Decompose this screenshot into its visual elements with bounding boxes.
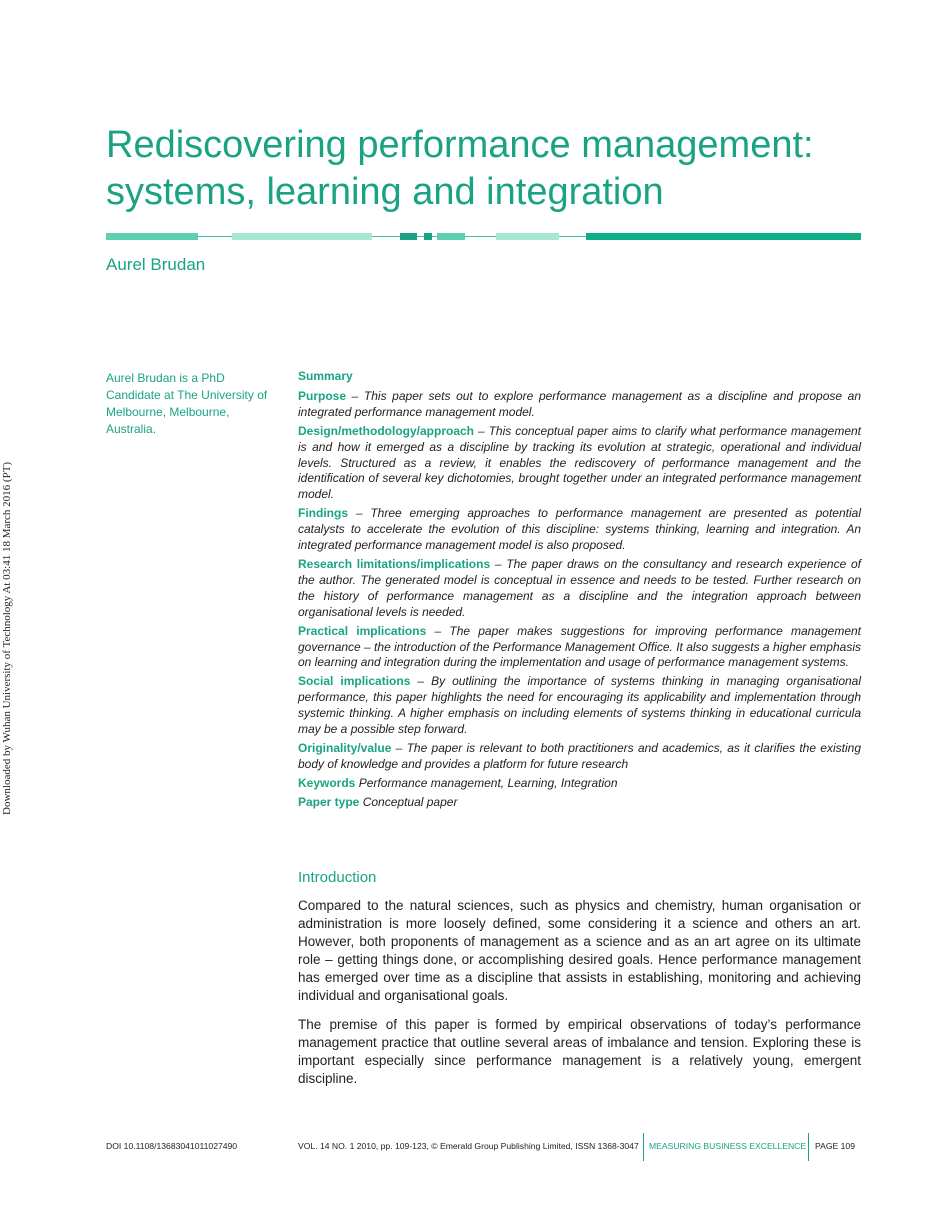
footer-doi: DOI 10.1108/13683041011027490 (106, 1141, 238, 1151)
abstract-section-label: Design/methodology/approach (298, 423, 475, 438)
abstract-section-text: Performance management, Learning, Integration (358, 775, 618, 790)
footer-divider (643, 1133, 644, 1161)
abstract-section (298, 741, 861, 773)
author-bio: Aurel Brudan is a PhD Candidate at The University of Melbourne, Melbourne, Australia. (106, 371, 268, 436)
introduction-heading: Introduction (298, 869, 377, 886)
abstract-section-label: Findings (298, 506, 348, 521)
abstract-section-label: Practical implications (298, 623, 427, 638)
abstract-section (298, 776, 861, 792)
abstract-section-text: This conceptual paper aims to clarify what performance management is and how it emerged as a discipline by tracking its evolution at strategic, operational and individual levels. Structured as a review, it enables the rediscovery of performance management and the identification of several key dichotomies, brought together under an integrated performance management model. (298, 423, 862, 502)
abstract-section-text: By outlining the importance of systems thinking in managing organisational performance, this paper highlights the need for encouraging its applicability and implementation through systemic thinking. A higher emphasis on including elements of systems thinking in educational curricula may be a possible step forward. (298, 674, 861, 737)
abstract-section-text: The paper is relevant to both practitioners and academics, as it clarifies the existing body of knowledge and provides a platform for future research (298, 740, 861, 771)
abstract-section-separator: – (410, 674, 432, 689)
abstract-section-separator: – (474, 423, 489, 438)
abstract-section-label: Keywords (298, 775, 356, 790)
abstract-section-label: Purpose (298, 388, 347, 403)
title-rule (106, 233, 861, 240)
abstract-section-text: This paper sets out to explore performance management as a discipline and propose an integrated performance management model. (298, 388, 862, 419)
abstract-section (298, 424, 861, 504)
download-watermark: Downloaded by Wuhan University of Technology At 03:41 18 March 2016 (PT) (1, 461, 13, 815)
paper-title (106, 122, 886, 216)
title-line-2: systems, learning and integration (106, 171, 664, 213)
abstract-section-separator: – (490, 556, 507, 571)
intro-paragraph-1: Compared to the natural sciences, such as physics and chemistry, human organisation or administration is more loosely defined, some considering it a science and others an art. However, both proponents of management as a science and as an art agree on its ultimate role – getting things done, or accomplishing desired goals. Hence performance management has emerged over time as a discipline that assists in establishing, monitoring and achieving individual and organisational goals. (298, 898, 861, 1003)
abstract-section-separator: – (426, 623, 450, 638)
abstract-section (298, 624, 861, 672)
summary-heading: Summary (298, 369, 353, 383)
abstract-section-text: The paper draws on the consultancy and research experience of the author. The generated model is conceptual in essence and needs to be tested. Further research on the history of performance management as a discipline and the integration approach between organisational levels is needed. (298, 556, 861, 619)
abstract-section (298, 389, 861, 421)
abstract-section-label: Research limitations/implications (298, 556, 491, 571)
footer-divider (808, 1133, 809, 1161)
footer-page-number: PAGE 109 (815, 1141, 855, 1151)
abstract-section-text: The paper makes suggestions for improving performance management governance – the introduction of the Performance Management Office. It also suggests a higher emphasis on learning and integration during the implementation and usage of performance management systems. (298, 623, 861, 670)
structured-abstract (298, 369, 861, 814)
intro-paragraph-2: The premise of this paper is formed by empirical observations of today’s performance management practice that outline several areas of imbalance and tension. Exploring these is important especially since performance management is a relatively young, emergent discipline. (298, 1017, 861, 1086)
abstract-section-text: Conceptual paper (362, 794, 458, 809)
abstract-section (298, 506, 861, 554)
abstract-section (298, 674, 861, 738)
author-name: Aurel Brudan (106, 255, 206, 274)
abstract-section-label: Originality/value (298, 740, 392, 755)
abstract-section (298, 795, 861, 811)
footer-volume: VOL. 14 NO. 1 2010, pp. 109-123, © Emerald Group Publishing Limited, ISSN 1368-3047 (298, 1141, 639, 1151)
abstract-section-label: Paper type (298, 794, 360, 809)
abstract-section-separator: – (346, 388, 364, 403)
abstract-section-label: Social implications (298, 674, 411, 689)
abstract-section-text: Three emerging approaches to performance management are presented as potential catalysts to accelerate the evolution of this discipline: systems thinking, learning and integration. An integrated performance management model is also proposed. (298, 506, 861, 553)
abstract-section-separator: – (391, 740, 407, 755)
abstract-section (298, 557, 861, 621)
footer-journal: MEASURING BUSINESS EXCELLENCE (649, 1141, 807, 1151)
title-line-1: Rediscovering performance management: (106, 124, 814, 166)
abstract-section-separator: – (348, 506, 371, 521)
